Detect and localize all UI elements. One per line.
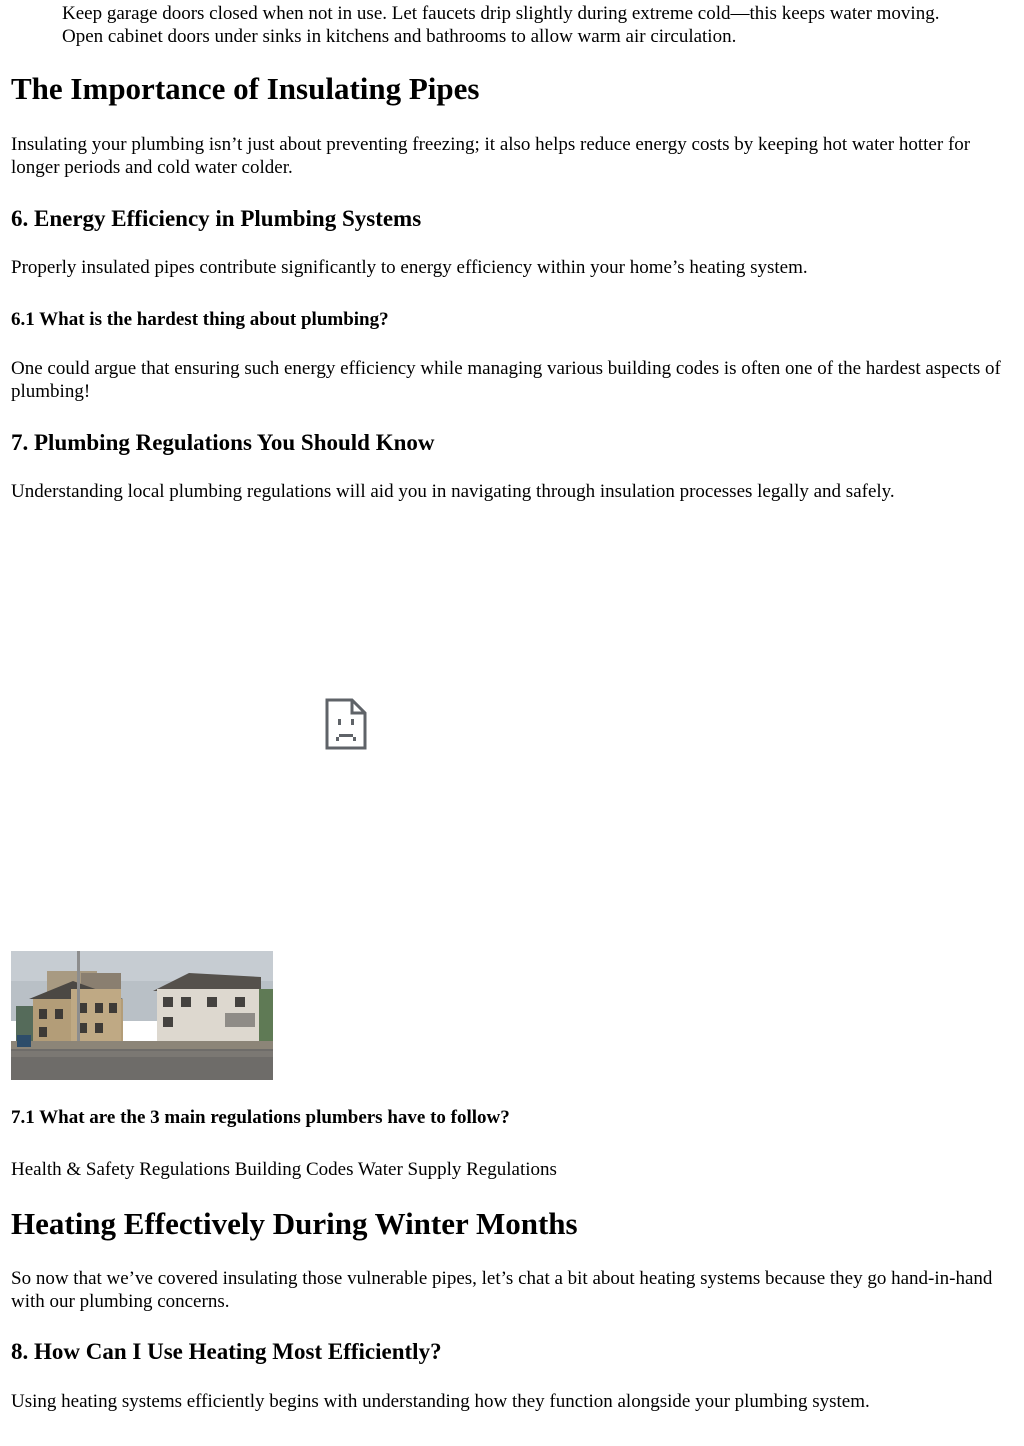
regulations-paragraph: Understanding local plumbing regulations will aid you in navigating through insulation processes legally and safely. bbox=[11, 481, 895, 502]
house-street-photo bbox=[11, 951, 273, 1080]
heading-plumbing-regulations: 7. Plumbing Regulations You Should Know bbox=[11, 430, 435, 455]
energy-paragraph: Properly insulated pipes contribute significantly to energy efficiency within your home’s heating system. bbox=[11, 257, 808, 278]
heating-paragraph: So now that we’ve covered insulating those vulnerable pipes, let’s chat a bit about heating systems because they go hand-in-hand with our plumbing concerns. bbox=[11, 1268, 993, 1312]
intro-paragraph: Keep garage doors closed when not in use. Let faucets drip slightly during extreme cold—this keeps water moving. Open cabinet doors under sinks in kitchens and bathrooms to allow warm air circulation. bbox=[62, 3, 940, 47]
heading-three-regulations: 7.1 What are the 3 main regulations plumbers have to follow? bbox=[11, 1107, 510, 1128]
heading-insulating-pipes: The Importance of Insulating Pipes bbox=[11, 71, 480, 106]
insulating-paragraph: Insulating your plumbing isn’t just about preventing freezing; it also helps reduce energy costs by keeping hot water hotter for longer periods and cold water colder. bbox=[11, 134, 971, 178]
broken-document-icon bbox=[324, 697, 368, 751]
heading-heating-efficiently: 8. How Can I Use Heating Most Efficiently? bbox=[11, 1339, 442, 1364]
heading-energy-efficiency: 6. Energy Efficiency in Plumbing Systems bbox=[11, 206, 422, 231]
heading-hardest-thing: 6.1 What is the hardest thing about plumbing? bbox=[11, 309, 389, 330]
hardest-thing-paragraph: One could argue that ensuring such energy efficiency while managing various building codes is often one of the hardest aspects of plumbing! bbox=[11, 358, 1001, 402]
heating-efficiently-paragraph: Using heating systems efficiently begins with understanding how they function alongside your plumbing system. bbox=[11, 1391, 870, 1412]
heading-heating-winter: Heating Effectively During Winter Months bbox=[11, 1206, 578, 1241]
three-regulations-paragraph: Health & Safety Regulations Building Codes Water Supply Regulations bbox=[11, 1159, 557, 1180]
